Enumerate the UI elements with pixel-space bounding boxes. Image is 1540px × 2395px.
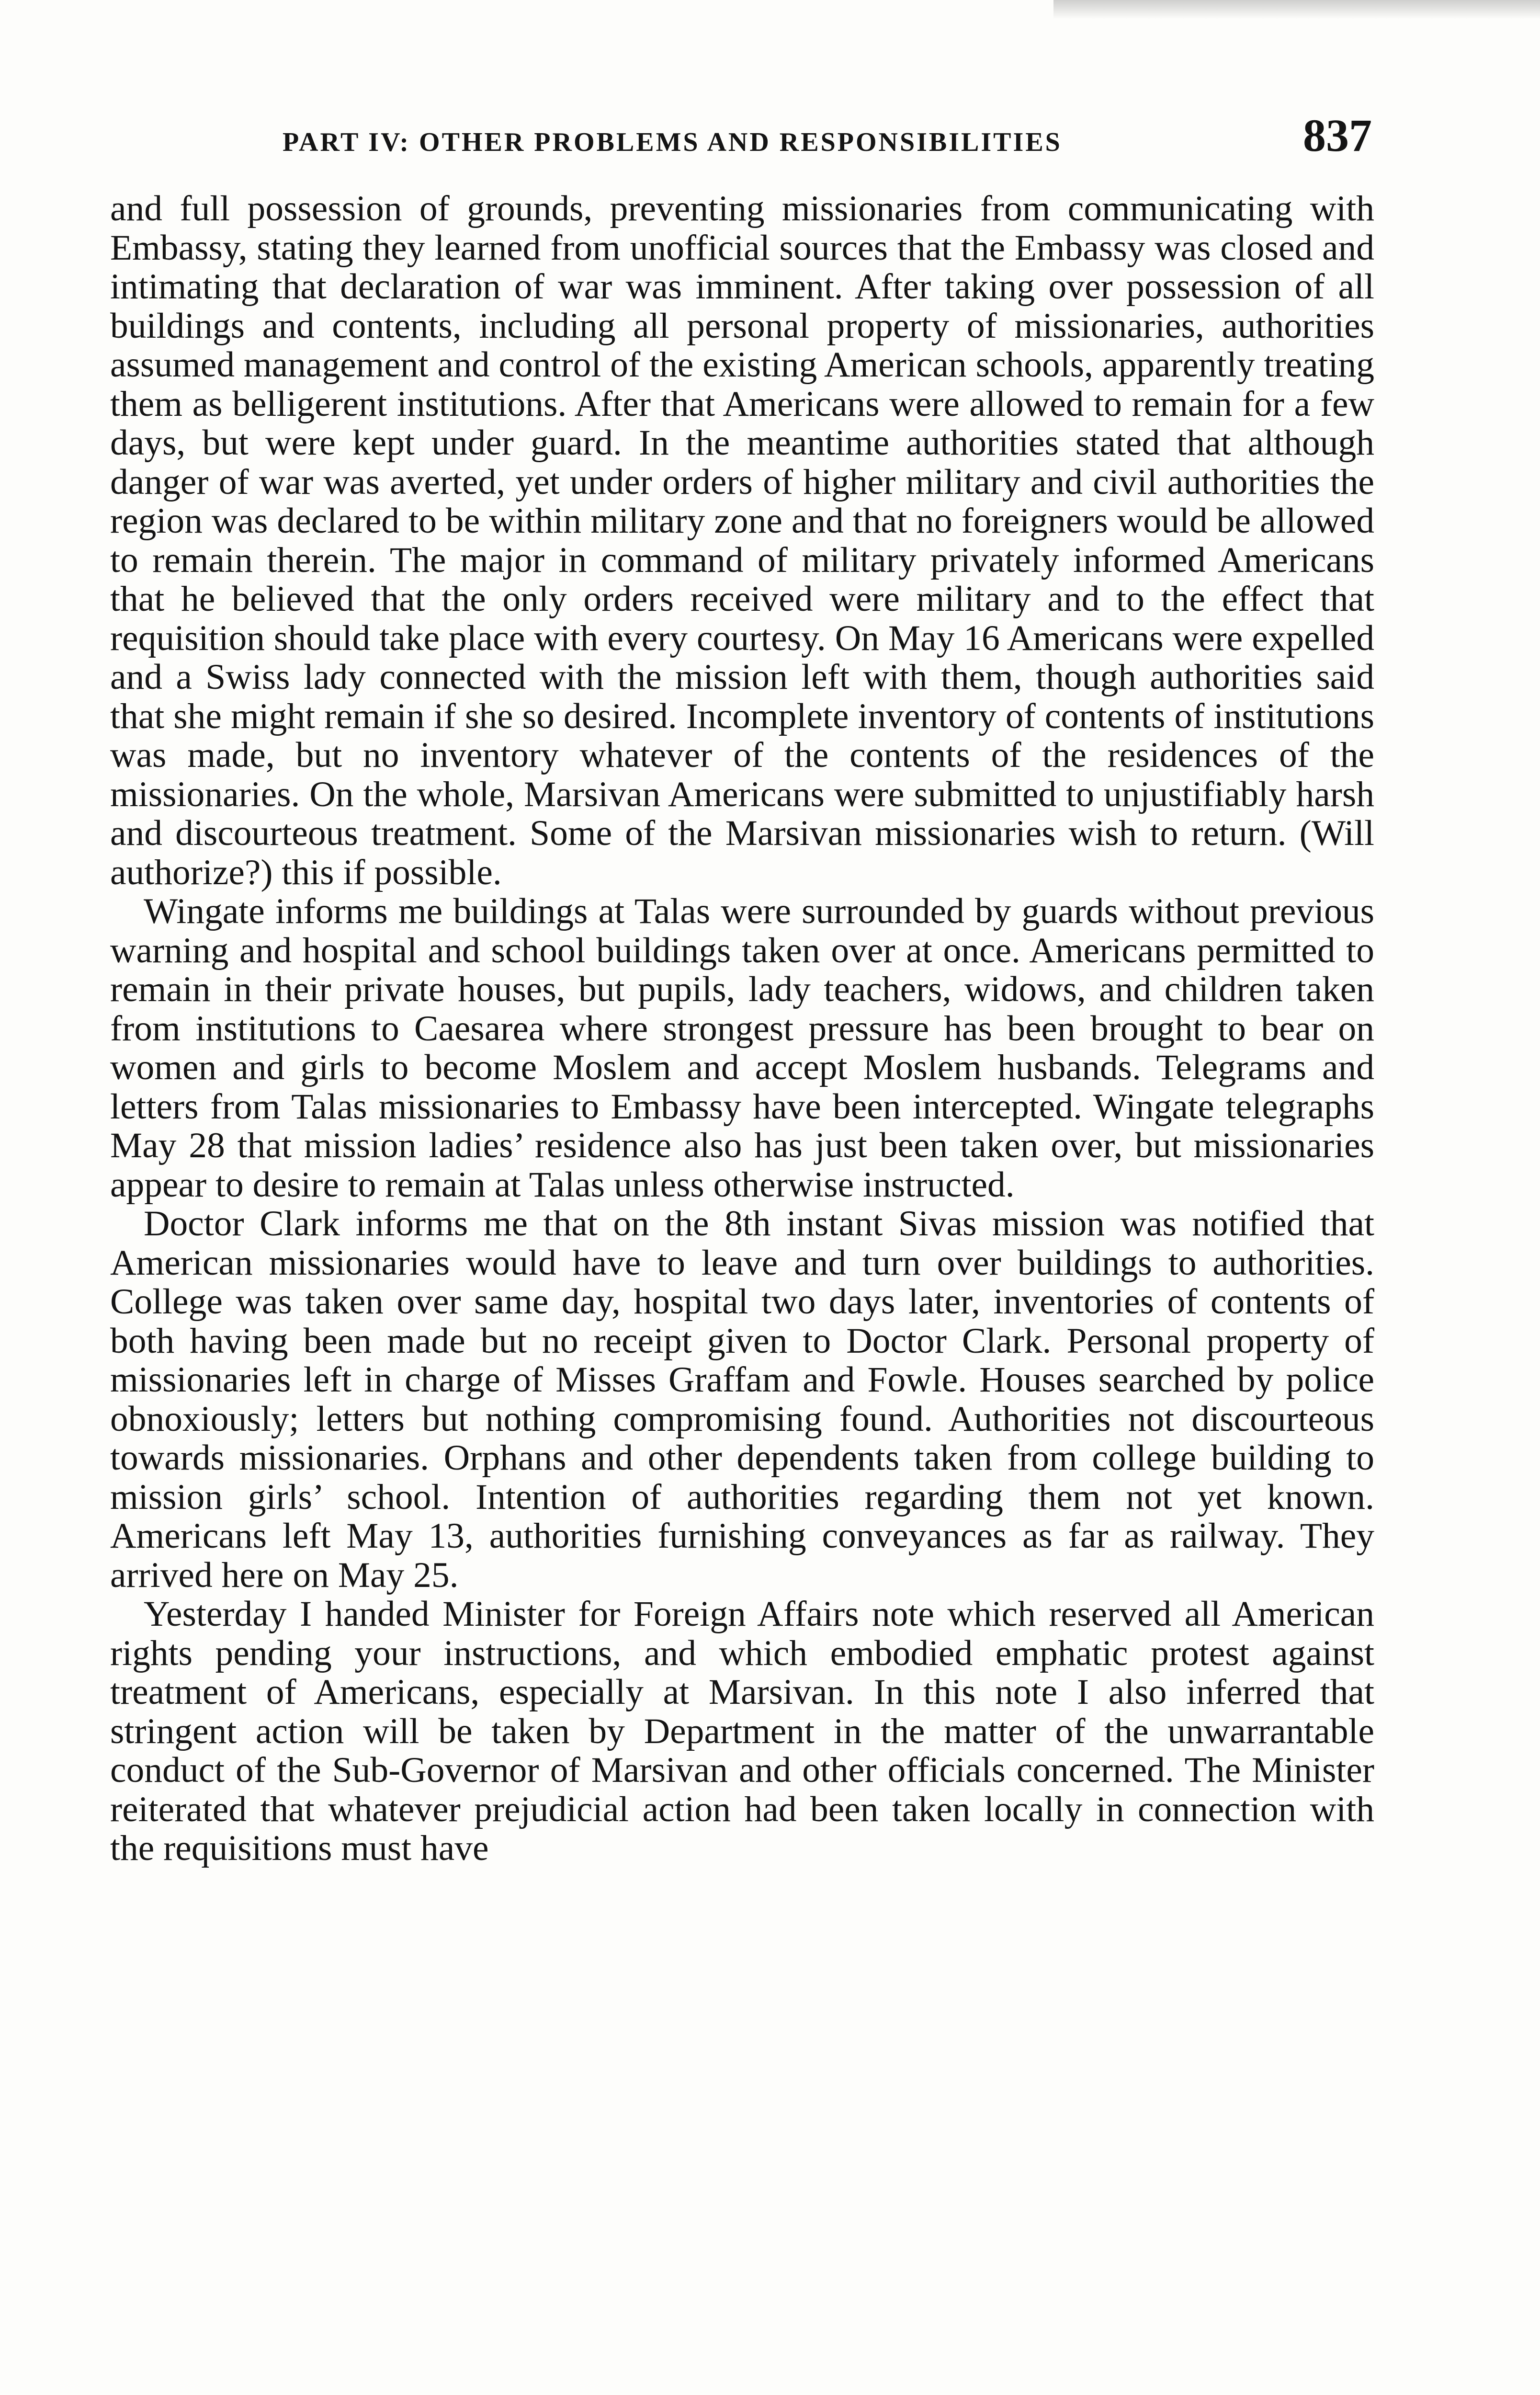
paragraph-talas: Wingate informs me buildings at Talas were surrounded by guards without previous warning and hospital and school buildings taken over at once. Americans permitted to remain in their private houses, but pupils, lady teachers, widows, and children taken from institutions to Caesarea where strongest pressure has been brought to bear on women and girls to become Moslem and accept Moslem husbands. Telegrams and letters from Talas missionaries to Embassy have been intercepted. Wingate telegraphs May 28 that mission ladies’ residence also has just been taken over, but missionaries appear to desire to remain at Talas unless otherwise instructed. bbox=[110, 891, 1374, 1205]
running-head bbox=[283, 110, 1372, 175]
paragraph-continuation: and full possession of grounds, preventing missionaries from communicating with Embassy, stating they learned from unofficial sources that the Embassy was closed and intimating that declaration of war was imminent. After taking over possession of all buildings and contents, including all personal property of missionaries, authorities assumed management and control of the existing American schools, apparently treating them as belligerent institutions. After that Americans were allowed to remain for a few days, but were kept under guard. In the meantime authorities stated that although danger of war was averted, yet under orders of higher military and civil authorities the region was declared to be within military zone and that no foreigners would be allowed to remain therein. The major in command of military privately informed Americans that he believed that the only orders received were military and to the effect that requisition should take place with every courtesy. On May 16 Americans were expelled and a Swiss lady connected with the mission left with them, though authorities said that she might remain if she so desired. Incomplete inventory of contents of institutions was made, but no inventory whatever of the contents of the residences of the missionaries. On the whole, Marsivan Americans were submitted to unjustifiably harsh and discourteous treatment. Some of the Marsivan missionaries wish to return. (Will authorize?) this if possible. bbox=[110, 189, 1374, 892]
scan-edge-shadow bbox=[1053, 0, 1540, 19]
body-text bbox=[110, 189, 1374, 1868]
paragraph-sivas: Doctor Clark informs me that on the 8th instant Sivas mission was notified that American missionaries would have to leave and turn over buildings to authorities. College was taken over same day, hospital two days later, inventories of contents of both having been made but no receipt given to Doctor Clark. Personal property of missionaries left in charge of Misses Graffam and Fowle. Houses searched by police obnoxiously; letters but nothing compromising found. Authorities not discourteous towards missionaries. Orphans and other dependents taken from college building to mission girls’ school. Intention of authorities regarding them not yet known. Americans left May 13, authorities furnishing conveyances as far as railway. They arrived here on May 25. bbox=[110, 1204, 1374, 1595]
paragraph-minister-note: Yesterday I handed Minister for Foreign Affairs note which reserved all American rights pending your instructions, and which embodied emphatic protest against treatment of Americans, especially at Marsivan. In this note I also inferred that stringent action will be taken by Department in the matter of the unwarrantable conduct of the Sub-Governor of Marsivan and other officials concerned. The Minister reiterated that whatever prejudicial action had been taken locally in connection with the requisitions must have bbox=[110, 1594, 1374, 1868]
page-number: 837 bbox=[1303, 110, 1372, 161]
running-title: PART IV: OTHER PROBLEMS AND RESPONSIBILITIES bbox=[283, 127, 1062, 157]
